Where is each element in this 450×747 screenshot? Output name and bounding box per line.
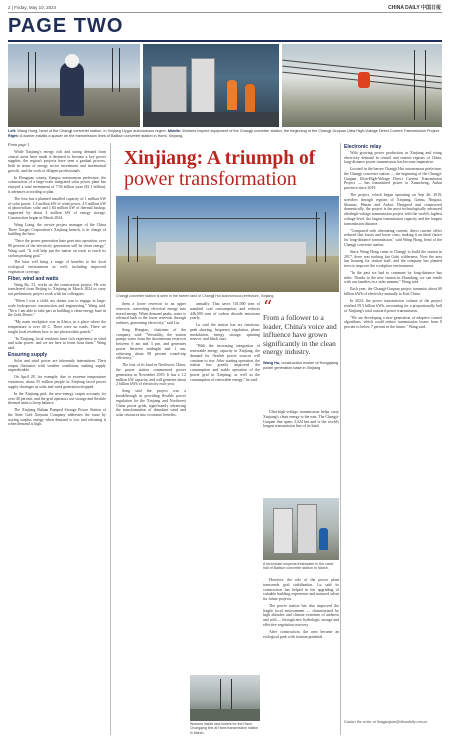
paragraph: "In the past we had to commute by long-distance bus rides. Thanks to the new station in Zhundong, we can reside with our families in a safer manner," Wang said.	[344, 270, 442, 285]
tower-shape	[28, 52, 36, 92]
paragraph: However, the role of the power plant transcends grid stabilization. Lu said its construction has helped in the upgrading of valuable building experience and nurtured talent for future projects.	[263, 578, 339, 601]
paragraph: "When I was a child, my dream was to engage in large-scale hydropower construction and engineering," Wang said. "Now I am able to take part in building a clean-energy base in the Gobi Desert."	[8, 299, 106, 318]
tower-shape	[128, 216, 138, 262]
paragraph: The power station has also improved the fragile local environment — characterized by high altitudes and climate extremes of aridness and cold — through new hydrologic storage and effective vegetation recovery.	[263, 603, 339, 627]
caption-label-middle: Middle:	[167, 129, 182, 133]
equipment-shape	[191, 58, 215, 116]
newspaper-logo: CHINA DAILY 中国日报	[388, 5, 441, 11]
paragraph: The four has a planned installed capacity of 1 million kW of solar power, 1.3 million kW of wind power, 4.5 million kW of photovoltaic solar and 1.84 million kW of thermal backup, supported by about 4 million kW of energy storage. Construction began in March 2024.	[8, 196, 106, 220]
tower-shape	[112, 48, 120, 92]
paragraph: The base will bring a range of benefits to the local ecological environment as well, including improved vegetation coverage.	[8, 260, 106, 274]
valve-hall-caption: A technician inspects freshwater in the valve hall of Balikun converter station in March.	[263, 562, 334, 571]
paragraph: "Compared with alternating current, direct current offers reduced line losses and lower costs, making it an ideal choice for long-distance transmission," said Wang Hong, head of the Changji converter station.	[344, 228, 442, 247]
paragraph: On April 28, for example, due to extreme temperature variations, about 55 million people in Xinjiang faced power supply shortages as solar and wind generation dropped.	[8, 375, 106, 389]
equipment-shape	[151, 66, 187, 114]
caption-label-right: Right:	[8, 133, 19, 138]
person-figure	[60, 62, 84, 116]
subheading: Ensuring supply	[8, 352, 48, 359]
technician-figure	[319, 528, 328, 550]
paragraph: In 2024, the power transmission volume of the project reached 59.3 billion kWh, accounting for a proportionally half of Xinjiang's total outward power transmission.	[344, 299, 442, 313]
floor-shape	[143, 112, 279, 127]
attribution-role: construction worker of Hongqiang power generation base in Xinjiang	[263, 360, 338, 370]
worker-figure	[358, 72, 370, 88]
article-column-4	[344, 143, 442, 733]
headline	[124, 148, 338, 190]
photo-workers-inspect	[143, 44, 279, 127]
photo-worker-spacer	[282, 44, 442, 127]
paragraph: "We are developing a new generation of adaptive control algorithms, which could reduce transmission losses from 8 percent to below 7 percent in the future," Wang said.	[344, 315, 442, 329]
header-rule-top	[8, 12, 442, 13]
tower-shape	[316, 212, 326, 262]
article-column-2	[116, 302, 186, 732]
headline-line-2: power transformation	[124, 168, 297, 190]
photo-converter-station	[116, 196, 339, 292]
pull-quote-text: From a follower to a leader, China's voice and influence have grown significantly in the clean energy industry.	[263, 313, 337, 357]
paragraph: Solar and wind power are inherently intermittent. Their output fluctuates with weather conditions, making supply unpredictable.	[8, 358, 106, 373]
paragraph: "My main workplace was in Africa, in a place where the temperature is over 40 C. There were no roads. There we taught local residents how to use photovoltaic panels."	[8, 320, 106, 334]
column-divider	[340, 143, 341, 735]
paragraph: "In Xinjiang, local residents have rich experience in wind and solar power, and we are here to learn from them," Wang said.	[8, 336, 106, 351]
photo-station-head	[8, 44, 140, 127]
paragraph: Wang Bo, 51, works on the construction project. He was transferred from Beijing to Xinjiang in March 2024 to carry out preliminary project work with his colleagues.	[8, 282, 106, 297]
caption-label-left: Left:	[8, 129, 17, 133]
tower-install-caption: Workers install new towers for the Hami-Chongqing line at Hami transmission station in March.	[190, 722, 259, 735]
article-column-3b	[263, 410, 339, 495]
valve-shape	[273, 508, 293, 554]
building-shape	[156, 242, 306, 264]
photo-valve-hall	[263, 498, 339, 560]
paragraph: Wang Liang, the on-site project manager of the China Three Gorges Corporation's Xinjiang branch, is in charge of building the base.	[8, 222, 106, 237]
date-line: 2 | Friday, May 10, 2024	[8, 5, 57, 10]
paragraph: them a lower reservoir to an upper reservoir, converting electrical energy into stored energy. When demand peaks, water is released back to the lower reservoir through turbines, generating electricity," said Liu.	[116, 302, 186, 325]
column-divider	[110, 143, 111, 735]
paragraph: In the Xinjiang grid, the new-energy output accounts for over 40 percent, and the grid operators use storage and flexible thermal units to keep balance.	[8, 391, 106, 406]
section-title: PAGE TWO	[8, 15, 124, 37]
paragraph: Since Wang Hong came to Changji to build the station in 2017, there was nothing but Gobi wilderness. Now the area has housing for station staff, and the company has planted trees to improve the workplace environment.	[344, 249, 442, 268]
ground-shape	[190, 709, 260, 721]
paragraph: Song Hongtao, chairman of the company, said: "Versatility, the station pumps water from the downstream reservoir between 6 am and 3 pm, and generates power between midnight and 1 am, achieving about 90 percent round-trip efficiency."	[116, 327, 186, 361]
subheading: Fiber, wind and watts	[8, 275, 59, 282]
valve-shape	[297, 504, 317, 554]
paragraph: The project, which began operating on Sep 26, 2019, stretches through regions of Xinjiang, Gansu, Ningxia, Shaanxi, Henan and Anhui. Designed and constructed domestically, the project is the most technologically advanced ultrahigh-voltage transmission project with the world's highest voltage level, the largest transmission capacity and the longest transmission distance.	[344, 193, 442, 226]
paragraph: After construction, the area became an ecological park with tourism potential.	[263, 629, 339, 639]
caption-text-middle: Workers inspect equipment of the Changji converter station, the beginning of the Changji-Guquan Ultra High-Voltage Direct Current Transmission Project.	[182, 129, 440, 133]
headline-line-1: Xinjiang: A triumph of	[124, 148, 316, 169]
paragraph: Lu said the station has six functions: peak shaving, frequency regulation, phase modulation, energy storage, spinning reserve, and black start.	[190, 323, 260, 342]
pull-quote-attribution	[263, 361, 339, 370]
continued-from-label: From page 1	[8, 143, 30, 147]
wire-line	[132, 218, 320, 219]
paragraph: The first of its kind in Northwest China, the power station commenced power generation in November 2019. It has a 1.2 million kW capacity, and will generate about 2 billion kWh of electricity each year.	[116, 363, 186, 387]
paragraph: While Xinjiang's energy rich and strong demand from central areas have made it destined to become a key power supplier, the region's projects have seen a gradual process, both in terms of energy sector investment and incremental growth, and the work of diligent professionals.	[8, 149, 106, 173]
top-photo-caption	[8, 129, 442, 138]
caption-text-right: A worker installs a spacer on the transmission lines of Balikun converter station in Hami, Xinjiang.	[19, 133, 184, 138]
article-column-1	[8, 143, 106, 733]
worker-figure	[227, 80, 237, 110]
caption-text-left: Wang Hong, head of the Changji converter station, in Xinjiang Uygur autonomous region.	[17, 129, 167, 133]
subheading: Electronic relay	[344, 144, 382, 150]
paragraph: Located in the barren Changji Hui autonomous prefecture, the Changji converter station — the beginning of the Changji-Guquan Ultra-High-Voltage Direct Current Transmission Project — has transmitted power to Xuancheng, Anhui province since 2019.	[344, 167, 442, 191]
paragraph: Each year, the Changji-Guquan project transmits about 60 billion kWh of electricity annually to East China.	[344, 287, 442, 297]
paragraph: The Xinjiang Baluan Pumped Storage Power Station of the State Grid Xinyuan Company addresses the issue by storing surplus energy when demand is low and releasing it when demand is high.	[8, 408, 106, 427]
tower-shape	[414, 50, 426, 120]
writer-contact: Contact the writer at liangjunjuan@chinadaily.com.cn	[344, 720, 428, 724]
helmet-shape	[65, 54, 79, 68]
paragraph: "Once the power generation base goes into operation, over 80 percent of the electricity generation will be clean energy," Wang said. "It will help put the nation on track to reach its carbon peaking goal."	[8, 239, 106, 258]
paragraph: In Hongqiao county, Jiangsu autonomous prefecture, the construction of a large-scale integrated solar power plant has enjoyed a total investment of 7.94 billion yuan ($1.1 billion), it advances according to plan.	[8, 175, 106, 194]
paragraph: "With the increasing integration of renewable energy capacity in Xinjiang, the demand for flexible power sources will continue to rise. After starting operation, the station has greatly improved the consumption and stable operation of the power grid in Xinjiang, as well as the consumption of renewable energy," he said.	[190, 344, 260, 382]
article-column-3	[190, 302, 260, 672]
worker-figure	[245, 84, 255, 112]
header-rule-bottom	[8, 40, 442, 42]
attribution-name: Wang Hu,	[263, 360, 281, 365]
paragraph: annually. That saves 101,000 tons of standard coal consumption, and reduces 446,000 tons of carbon dioxide emissions yearly.	[190, 302, 260, 321]
paragraph: Song said the project was a breakthrough in providing flexible power regulation for the Xinjiang and Northwest China power grids, significantly advancing the transformation of abundant wind and solar resources into economic benefits.	[116, 389, 186, 418]
pull-quote	[263, 297, 339, 370]
paragraph: Ultra-high-voltage transmission helps carry Xinjiang's clean energy to the east. The Changji-Guquan line spans 3,324 km and is the world's longest transmission line of its kind.	[263, 410, 339, 429]
photo-tower-install	[190, 675, 260, 721]
article-column-3c	[263, 578, 339, 732]
paragraph: With growing power production in Xinjiang and rising electricity demand in central and eastern regions of China, long-distance power transmission has become imperative.	[344, 150, 442, 165]
quote-mark-icon: “	[263, 297, 273, 318]
middle-photo-caption: Changji converter station is seen in the barren land of Changji Hui autonomous prefecture, Xinjiang.	[116, 294, 275, 298]
